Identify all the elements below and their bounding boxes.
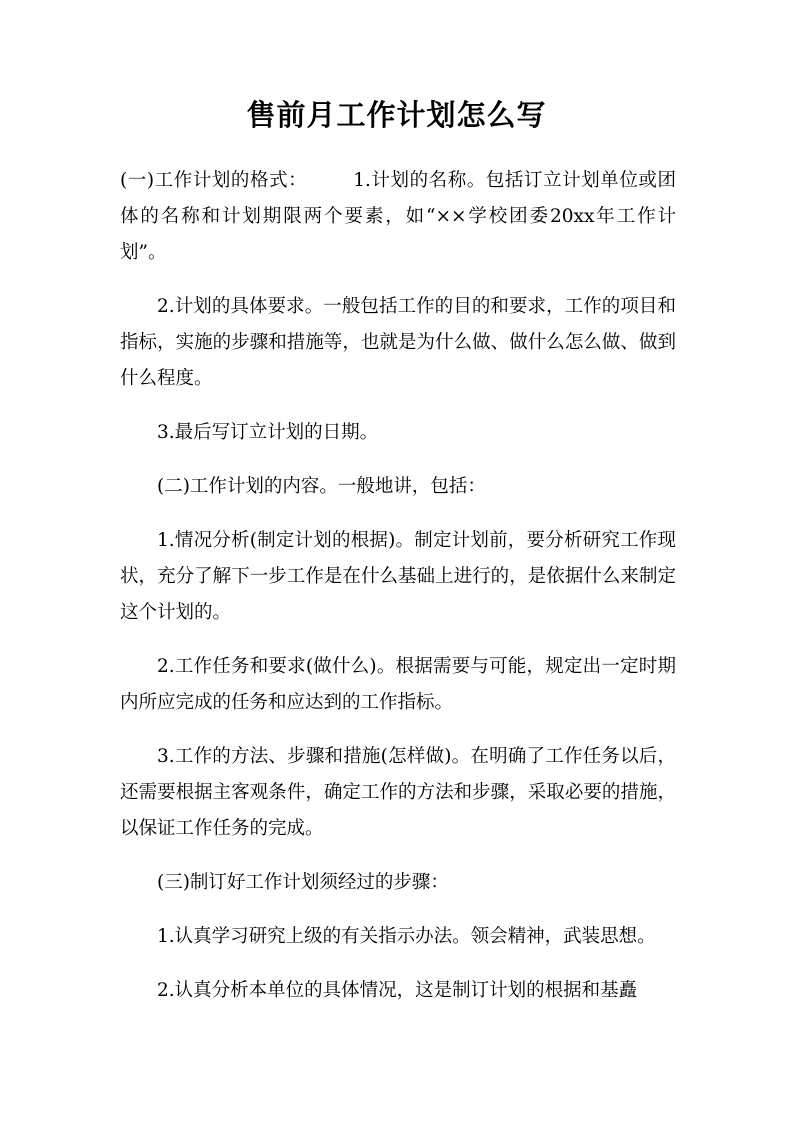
document-body [120,163,676,1027]
paragraph-format-heading: (一)工作计划的格式： [120,170,308,191]
paragraph-analyze: 2.认真分析本单位的具体情况，这是制订计划的根据和基矗 [157,980,638,1001]
paragraph-plan-date: 3.最后写订立计划的日期。 [157,422,379,443]
paragraph-steps-heading: (三)制订好工作计划须经过的步骤： [157,872,449,893]
paragraph-plan-name: 1.计划的名称。包括订立计划单位或团体的名称和计划期限两个要素，如“××学校团委20xx年工作计划”。 [120,170,677,263]
paragraph-plan-requirements: 2.计划的具体要求。一般包括工作的目的和要求，工作的项目和指标，实施的步骤和措施等，也就是为什么做、做什么怎么做、做到什么程度。 [120,296,676,389]
paragraph-content-heading: (二)工作计划的内容。一般地讲，包括： [157,476,486,497]
paragraph-format [120,163,676,271]
paragraph-study: 1.认真学习研究上级的有关指示办法。领会精神，武装思想。 [157,926,656,947]
paragraph-tasks: 2.工作任务和要求(做什么)。根据需要与可能，规定出一定时期内所应完成的任务和应达到的工作指标。 [120,656,676,713]
paragraph-situation-analysis: 1.情况分析(制定计划的根据)。制定计划前，要分析研究工作现状，充分了解下一步工作是在什么基础上进行的，是依据什么来制定这个计划的。 [120,530,676,623]
paragraph-methods: 3.工作的方法、步骤和措施(怎样做)。在明确了工作任务以后，还需要根据主客观条件，确定工作的方法和步骤，采取必要的措施，以保证工作任务的完成。 [120,746,676,839]
document-title: 售前月工作计划怎么写 [246,98,547,132]
